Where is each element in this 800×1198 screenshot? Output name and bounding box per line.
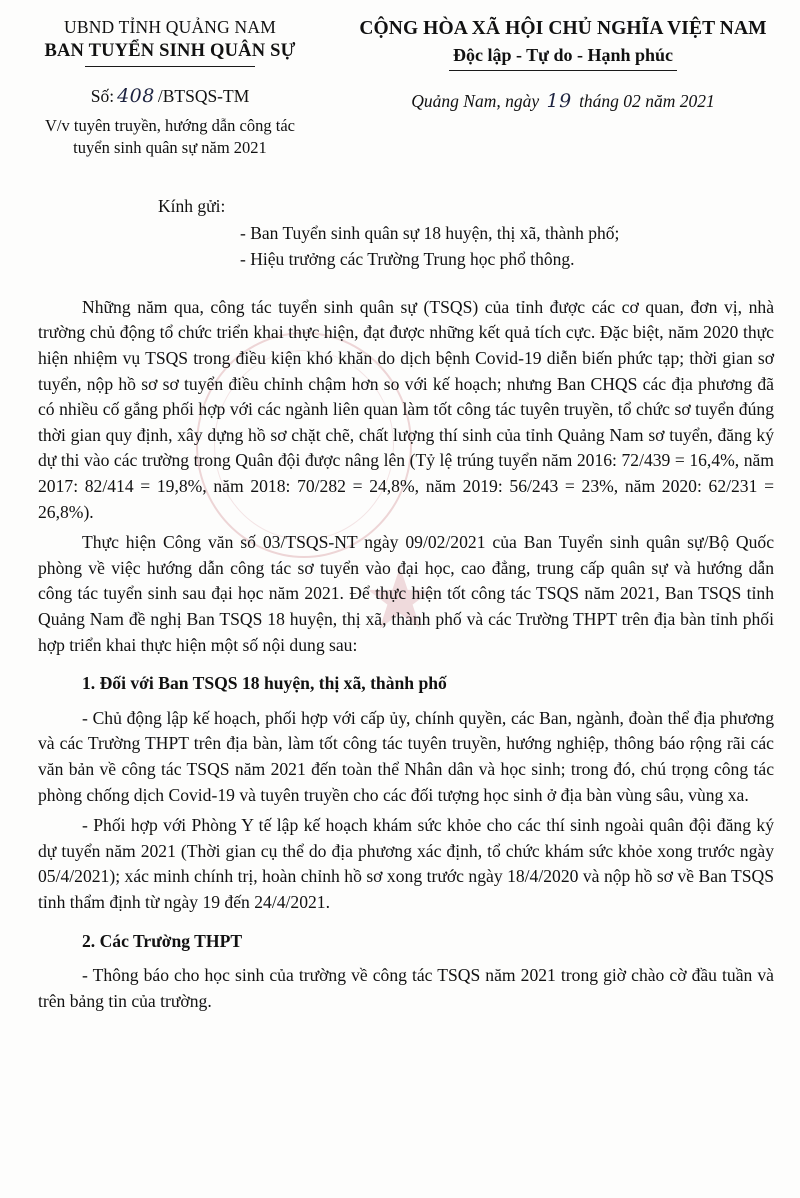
- document-number-handwritten: 408: [117, 84, 155, 107]
- issuing-office-line: BAN TUYỂN SINH QUÂN SỰ: [44, 41, 296, 62]
- section-2-heading: 2. Các Trường THPT: [82, 930, 243, 951]
- date-day-handwritten: 19: [546, 89, 572, 112]
- issuing-authority-block: [0, 16, 340, 159]
- national-heading-block: [340, 16, 800, 159]
- body-paragraph-1: Những năm qua, công tác tuyển sinh quân sự (TSQS) của tỉnh được các cơ quan, đơn vị, nhà trường chủ động tổ chức triển khai thực hiện, đạt được những kết quả tích cực. Đặc biệt, năm 2020 thực hiện nhiệm vụ TSQS trong điều kiện khó khăn do dịch bệnh Covid-19 diễn biến phức tạp; thời gian sơ tuyển, nộp hồ sơ sơ tuyển điều chỉnh chậm hơn so với kế hoạch; nhưng Ban CHQS các địa phương đã có nhiều cố gắng phối hợp với các ngành liên quan làm tốt công tác tuyên truyền, tổ chức sơ tuyển đúng thời gian quy định, xây dựng hồ sơ chặt chẽ, chất lượng thí sinh của tỉnh Quảng Nam sơ tuyển, đăng ký dự thi vào các trường trong Quân đội được nâng lên (Tỷ lệ trúng tuyển năm 2016: 72/439 = 16,4%, năm 2017: 82/414 = 19,8%, năm 2018: 70/282 = 24,8%, năm 2019: 56/243 = 23%, năm 2020: 62/231 = 26,8%).: [38, 296, 774, 522]
- section-1-heading: 1. Đối với Ban TSQS 18 huyện, thị xã, thành phố: [82, 673, 447, 694]
- recipient-item-1: - Ban Tuyển sinh quân sự 18 huyện, thị xã, thành phố;: [240, 222, 620, 243]
- national-title: CỘNG HÒA XÃ HỘI CHỦ NGHĨA VIỆT NAM: [359, 18, 767, 39]
- national-motto-underline: [449, 70, 677, 71]
- issuing-office-underline: [85, 66, 255, 67]
- section-1-bullet-1: - Chủ động lập kế hoạch, phối hợp với cấp ủy, chính quyền, các Ban, ngành, đoàn thể địa phương và các Trường THPT trên địa bàn, làm tốt công tác tuyên truyền, hướng nghiệp, thông báo rộng rãi các văn bản về công tác TSQS năm 2021 đến toàn thể Nhân dân và học sinh; trong đó, chú trọng công tác phòng chống dịch Covid-19 và tuyên truyền cho các đối tượng học sinh ở địa bàn vùng sâu, vùng xa.: [38, 707, 774, 805]
- date-month: tháng 02: [579, 90, 641, 111]
- date-place-prefix: Quảng Nam, ngày: [411, 90, 540, 111]
- recipients-block: [0, 193, 800, 272]
- section-2-bullet-1: - Thông báo cho học sinh của trường về công tác TSQS năm 2021 trong giờ chào cờ đầu tuần và trên bảng tin của trường.: [38, 965, 774, 1011]
- date-year: năm 2021: [645, 90, 715, 111]
- section-1-bullet-2: - Phối hợp với Phòng Y tế lập kế hoạch khám sức khỏe cho các thí sinh ngoài quân đội đăng ký dự tuyển năm 2021 (Thời gian cụ thể do địa phương xác định, tổ chức khám sức khỏe xong trước ngày 05/4/2021); xác minh chính trị, hoàn chỉnh hồ sơ xong trước ngày 18/4/2020 và nộp hồ sơ về Ban TSQS tỉnh thẩm định từ ngày 19 đến 24/4/2021.: [38, 815, 774, 912]
- place-and-date-line: [340, 90, 786, 112]
- document-number-line: [0, 84, 340, 109]
- recipient-item-2: - Hiệu trưởng các Trường Trung học phổ thông.: [240, 249, 575, 270]
- document-header: [0, 0, 800, 159]
- document-number-suffix: /BTSQS-TM: [157, 85, 250, 106]
- province-authority-line: UBND TỈNH QUẢNG NAM: [63, 17, 276, 37]
- document-body: [0, 295, 800, 1015]
- body-paragraph-2: Thực hiện Công văn số 03/TSQS-NT ngày 09/02/2021 của Ban Tuyển sinh quân sự/Bộ Quốc phòng về việc hướng dẫn công tác sơ tuyển vào đại học, cao đẳng, trung cấp quân sự và hướng dẫn công tác tuyển sinh sau đại học năm 2021. Để thực hiện tốt công tác TSQS năm 2021, Ban TSQS tỉnh Quảng Nam đề nghị Ban TSQS 18 huyện, thị xã, thành phố và các Trường THPT trên địa bàn tỉnh phối hợp triển khai thực hiện một số nội dung sau:: [38, 532, 774, 655]
- subject-line-1: V/v tuyên truyền, hướng dẫn công tác: [45, 116, 295, 136]
- national-motto: Độc lập - Tự do - Hạnh phúc: [452, 45, 674, 66]
- document-number-label: Số:: [90, 85, 115, 106]
- recipients-label: Kính gửi:: [158, 196, 226, 217]
- subject-line-2: tuyển sinh quân sự năm 2021: [73, 138, 267, 158]
